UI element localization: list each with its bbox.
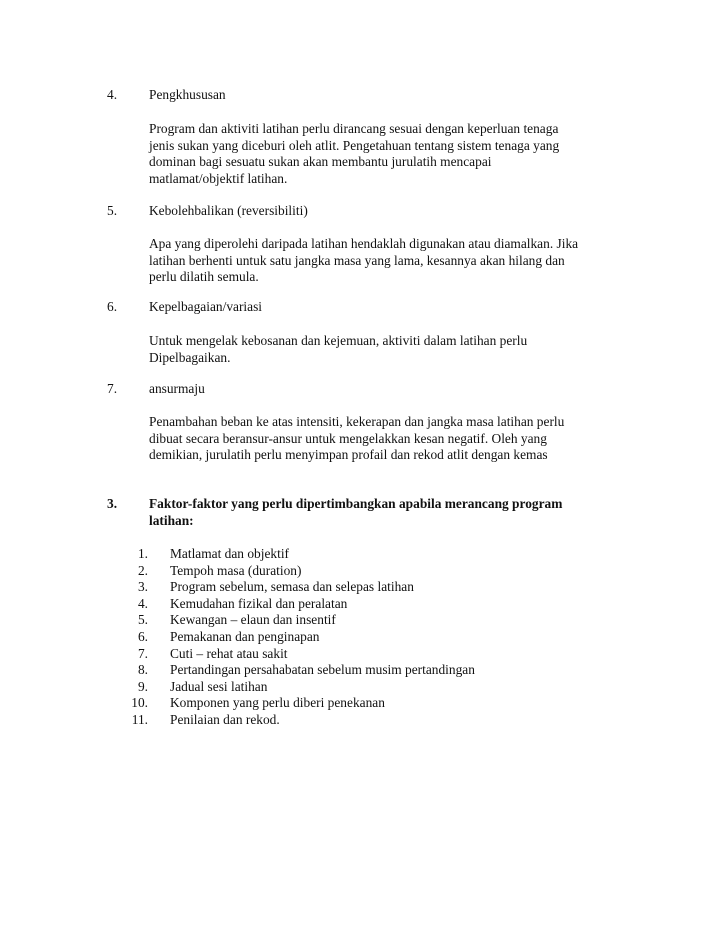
section-title: Pengkhususan	[149, 87, 226, 102]
body-line: Untuk mengelak kebosanan dan kejemuan, aktiviti dalam latihan perlu	[149, 333, 528, 348]
factor-item-text: Matlamat dan objektif	[170, 546, 289, 561]
body-line: Penambahan beban ke atas intensiti, kekerapan dan jangka masa latihan perlu	[149, 414, 565, 429]
factor-item-text: Cuti – rehat atau sakit	[170, 645, 288, 661]
section-body	[149, 414, 619, 464]
factor-item-text: Jadual sesi latihan	[170, 678, 268, 694]
body-line: jenis sukan yang diceburi oleh atlit. Pengetahuan tentang sistem tenaga yang	[149, 137, 560, 153]
factors-title-line: latihan:	[149, 512, 194, 528]
body-line: latihan berhenti untuk satu jangka masa yang lama, kesannya akan hilang dan	[149, 252, 565, 268]
section-title: Kepelbagaian/variasi	[149, 299, 263, 314]
factor-list-item	[0, 646, 728, 663]
factor-item-text: Program sebelum, semasa dan selepas latihan	[170, 579, 414, 595]
body-line: matlamat/objektif latihan.	[149, 170, 288, 186]
body-line: dibuat secara beransur-ansur untuk mengelakkan kesan negatif. Oleh yang	[149, 430, 547, 446]
section-body	[149, 333, 619, 366]
factor-item-number: 9.	[137, 678, 148, 694]
section-title: ansurmaju	[149, 381, 205, 396]
factor-list-item	[0, 563, 728, 580]
factor-list-item	[0, 546, 728, 563]
factor-item-number: 2.	[137, 562, 148, 578]
body-line: perlu dilatih semula.	[149, 269, 259, 285]
factor-item-number: 1.	[137, 546, 148, 561]
factor-item-text: Tempoh masa (duration)	[170, 562, 302, 578]
factor-list-item	[0, 712, 728, 729]
section-title: Kebolehbalikan (reversibiliti)	[149, 203, 308, 218]
section-number: 4.	[107, 87, 118, 102]
factor-item-number: 4.	[137, 595, 148, 611]
factor-item-number: 5.	[137, 612, 148, 628]
factor-item-number: 11.	[131, 712, 148, 727]
factor-list-item	[0, 596, 728, 613]
factor-item-number: 10.	[131, 695, 148, 711]
factor-list-item	[0, 629, 728, 646]
factor-list-item	[0, 579, 728, 596]
factors-title	[149, 496, 619, 529]
factor-list-item	[0, 612, 728, 629]
factor-item-text: Penilaian dan rekod.	[170, 712, 280, 727]
section-number: 6.	[107, 299, 118, 314]
section-body	[149, 121, 619, 187]
factor-item-number: 3.	[137, 579, 148, 595]
body-line: Apa yang diperolehi daripada latihan hendaklah digunakan atau diamalkan. Jika	[149, 236, 579, 251]
body-line: Dipelbagaikan.	[149, 349, 231, 365]
factors-number: 3.	[107, 496, 118, 511]
body-line: dominan bagi sesuatu sukan akan membantu jurulatih mencapai	[149, 154, 492, 170]
factor-item-text: Komponen yang perlu diberi penekanan	[170, 695, 385, 711]
factor-list-item	[0, 679, 728, 696]
factor-item-text: Kemudahan fizikal dan peralatan	[170, 595, 348, 611]
factor-item-text: Kewangan – elaun dan insentif	[170, 612, 336, 628]
section-number: 7.	[107, 381, 118, 396]
section-number: 5.	[107, 203, 118, 218]
factor-item-text: Pemakanan dan penginapan	[170, 629, 320, 644]
factor-item-number: 8.	[137, 662, 148, 678]
factor-list-item	[0, 695, 728, 712]
section-body	[149, 236, 619, 286]
factors-title-line: Faktor-faktor yang perlu dipertimbangkan apabila merancang program	[149, 496, 563, 511]
factor-item-text: Pertandingan persahabatan sebelum musim pertandingan	[170, 662, 475, 678]
factor-list-item	[0, 662, 728, 679]
factor-item-number: 6.	[137, 629, 148, 644]
body-line: demikian, jurulatih perlu menyimpan profail dan rekod atlit dengan kemas	[149, 447, 548, 463]
factor-item-number: 7.	[137, 645, 148, 661]
body-line: Program dan aktiviti latihan perlu dirancang sesuai dengan keperluan tenaga	[149, 121, 559, 136]
